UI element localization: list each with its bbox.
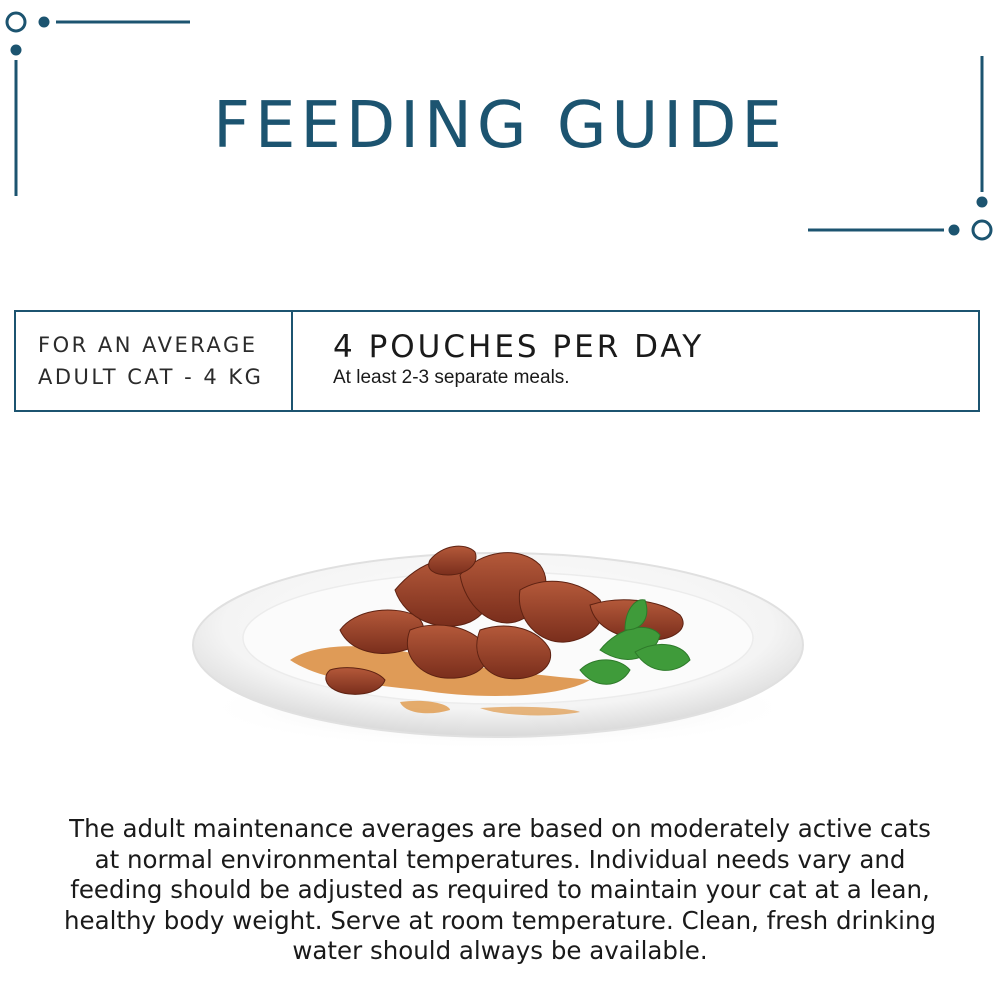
- cat-weight-label-line2: ADULT CAT - 4 KG: [38, 365, 264, 389]
- cat-weight-cell: [16, 312, 293, 410]
- cat-weight-label-line1: FOR AN AVERAGE: [38, 333, 258, 357]
- deco-ring-top-left: [7, 13, 25, 31]
- feeding-guide-table: [14, 310, 980, 412]
- page-title: FEEDING GUIDE: [213, 89, 787, 163]
- feeding-amount: 4 POUCHES PER DAY: [333, 329, 705, 365]
- plate-illustration: [180, 530, 820, 770]
- feeding-note: At least 2-3 separate meals.: [333, 367, 570, 388]
- feeding-description: The adult maintenance averages are based on moderately active cats at normal environmental temperatures. Individual needs vary and feeding should be adjusted as required to maintain your cat at a lean, healthy body weight. Serve at room temperature. Clean, fresh drinking water should always be available.: [63, 814, 937, 965]
- deco-ring-bottom-right: [973, 221, 991, 239]
- feeding-amount-cell: [293, 312, 978, 410]
- food-plate-image: [180, 530, 820, 770]
